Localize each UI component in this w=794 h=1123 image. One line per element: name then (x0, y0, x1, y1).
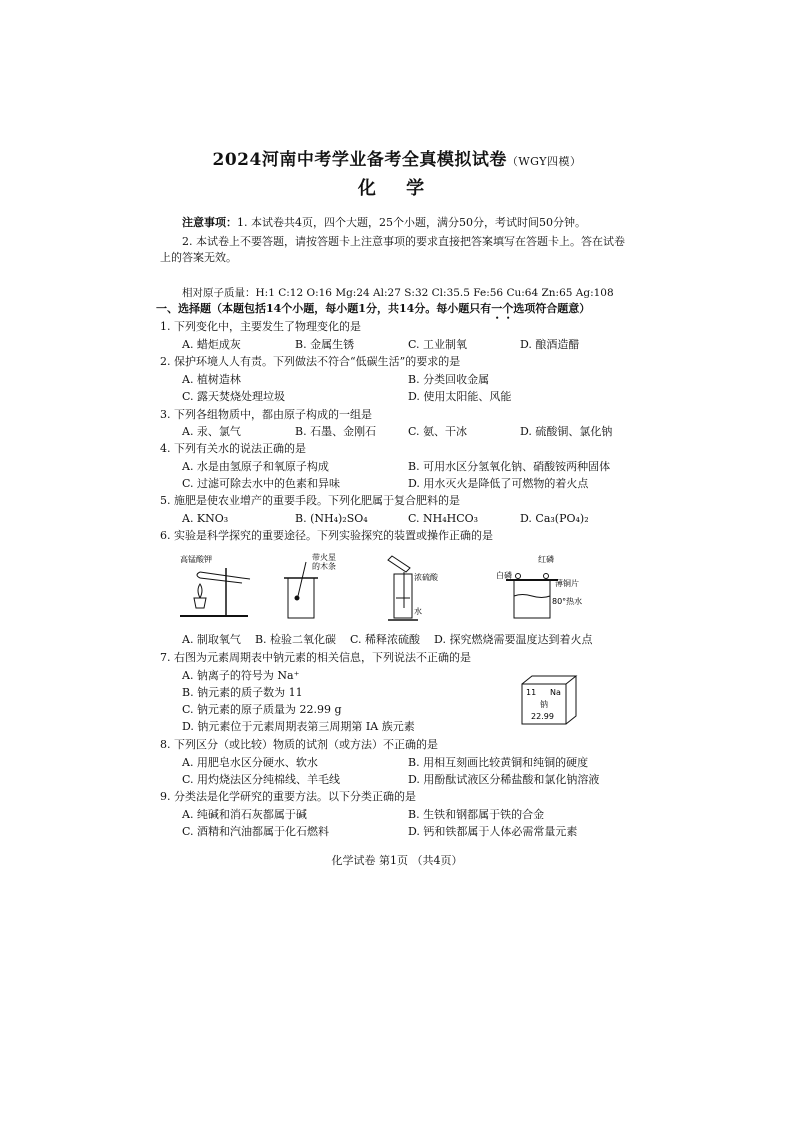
q7-stem: 7. 右图为元素周期表中钠元素的相关信息，下列说法不正确的是 (160, 651, 471, 664)
page-footer: 化学试卷 第1页 （共4页） (331, 854, 463, 867)
element-symbol: Na (550, 688, 561, 697)
q8-option-a: A. 用肥皂水区分硬水、软水 (182, 756, 318, 769)
q9-option-d: D. 钙和铁都属于人体必需常量元素 (408, 825, 578, 838)
figure-d-label-1: 白磷 (496, 571, 512, 580)
q4-option-c: C. 过滤可除去水中的色素和异味 (182, 477, 341, 490)
q1-option-b: B. 金属生锈 (295, 338, 355, 351)
figure-b-label-1: 带火星 (312, 553, 336, 562)
q2-option-a: A. 植树造林 (182, 373, 241, 386)
element-mass: 22.99 (531, 712, 554, 721)
q3-option-c: C. 氨、干冰 (408, 425, 468, 438)
element-name: 钠 (540, 700, 548, 709)
q2-option-d: D. 使用太阳能、风能 (408, 390, 512, 403)
q9-option-c: C. 酒精和汽油都属于化石燃料 (182, 825, 330, 838)
figure-a-apparatus (180, 568, 250, 616)
figure-c-label-1: 浓硫酸 (414, 573, 438, 582)
q2-option-c: C. 露天焚烧处理垃圾 (182, 390, 286, 403)
q3-option-b: B. 石墨、金刚石 (295, 425, 377, 438)
element-number: 11 (526, 688, 537, 697)
q7-option-d: D. 钠元素位于元素周期表第三周期第 IA 族元素 (182, 720, 415, 733)
q2-option-b: B. 分类回收金属 (408, 373, 490, 386)
q3-option-d: D. 硫酸铜、氯化钠 (520, 425, 613, 438)
q6-options (182, 633, 592, 647)
figure-d-label-3: 薄铜片 (555, 579, 579, 588)
q9-option-a: A. 纯碱和消石灰都属于碱 (182, 808, 307, 821)
figure-a-label: 高锰酸钾 (180, 555, 212, 564)
q5-option-d: D. Ca₃(PO₄)₂ (520, 512, 589, 525)
q8-stem: 8. 下列区分（或比较）物质的试剂（或方法）不正确的是 (160, 738, 438, 751)
q4-stem: 4. 下列有关水的说法正确的是 (160, 442, 306, 455)
q1-option-a: A. 蜡炬成灰 (182, 338, 241, 351)
figure-d-label-4: 80°热水 (552, 597, 583, 606)
atomic-masses: 相对原子质量：H:1 C:12 O:16 Mg:24 Al:27 S:32 Cl:35.5 Fe:56 Cu:64 Zn:65 Ag:108 (182, 287, 614, 299)
q5-option-b: B. (NH₄)₂SO₄ (295, 512, 368, 525)
q9-stem: 9. 分类法是化学研究的重要方法。以下分类正确的是 (160, 790, 416, 803)
q4-option-d: D. 用水灭火是降低了可燃物的着火点 (408, 477, 589, 490)
q6-option-a: A. 制取氧气 (182, 633, 241, 646)
element-card-sodium (520, 674, 578, 726)
q4-option-a: A. 水是由氢原子和氧原子构成 (182, 460, 329, 473)
figure-d-apparatus (506, 574, 558, 619)
q5-option-c: C. NH₄HCO₃ (408, 512, 479, 525)
q3-option-a: A. 汞、氯气 (182, 425, 241, 438)
notes-line-1: 注意事项：1. 本试卷共4页，四个大题，25个小题，满分50分，考试时间50分钟。 (182, 216, 586, 229)
figure-c-label-2: 水 (414, 607, 422, 616)
q1-option-d: D. 酿酒造醋 (520, 338, 580, 351)
q1-option-c: C. 工业制氧 (408, 338, 468, 351)
figure-b-label-2: 的木条 (312, 562, 336, 571)
q2-stem: 2. 保护环境人人有责。下列做法不符合“低碳生活”的要求的是 (160, 355, 461, 368)
q6-apparatus-figures (170, 548, 610, 630)
q6-option-b: B. 检验二氧化碳 (254, 633, 337, 646)
q7-option-b: B. 钠元素的质子数为 11 (182, 686, 303, 699)
q7-option-a: A. 钠离子的符号为 Na⁺ (182, 669, 300, 682)
exam-title: 2024河南中考学业备考全真模拟试卷（WGY四模） (212, 150, 582, 170)
q5-option-a: A. KNO₃ (182, 512, 229, 525)
q9-option-b: B. 生铁和钢都属于铁的合金 (408, 808, 545, 821)
q8-option-d: D. 用酚酞试液区分稀盐酸和氯化钠溶液 (408, 773, 600, 786)
figure-d-label-2: 红磷 (538, 555, 554, 564)
q6-option-c: C. 稀释浓硫酸 (350, 633, 421, 646)
section-1-heading: 一、选择题（本题包括14个小题，每小题1分，共14分。每小题只有一个选项符合题意） (156, 302, 591, 315)
q8-option-c: C. 用灼烧法区分纯棉线、羊毛线 (182, 773, 341, 786)
q5-stem: 5. 施肥是使农业增产的重要手段。下列化肥属于复合肥料的是 (160, 494, 460, 507)
q8-option-b: B. 用相互刻画比较黄铜和纯铜的硬度 (408, 756, 589, 769)
notes-line-3: 上的答案无效。 (160, 251, 237, 264)
q3-stem: 3. 下列各组物质中，都由原子构成的一组是 (160, 408, 372, 421)
q1-stem: 1. 下列变化中，主要发生了物理变化的是 (160, 320, 361, 333)
notes-line-2: 2. 本试卷上不要答题，请按答题卡上注意事项的要求直接把答案填写在答题卡上。答在试卷 (182, 235, 625, 248)
q6-stem: 6. 实验是科学探究的重要途径。下列实验探究的装置或操作正确的是 (160, 529, 493, 542)
exam-title-tag: （WGY四模） (506, 155, 582, 168)
subject-title: 化 学 (357, 178, 437, 199)
q4-option-b: B. 可用水区分氢氧化钠、硝酸铵两种固体 (408, 460, 611, 473)
q6-option-d: D. 探究燃烧需要温度达到着火点 (434, 633, 593, 646)
q7-option-c: C. 钠元素的原子质量为 22.99 g (182, 703, 342, 716)
